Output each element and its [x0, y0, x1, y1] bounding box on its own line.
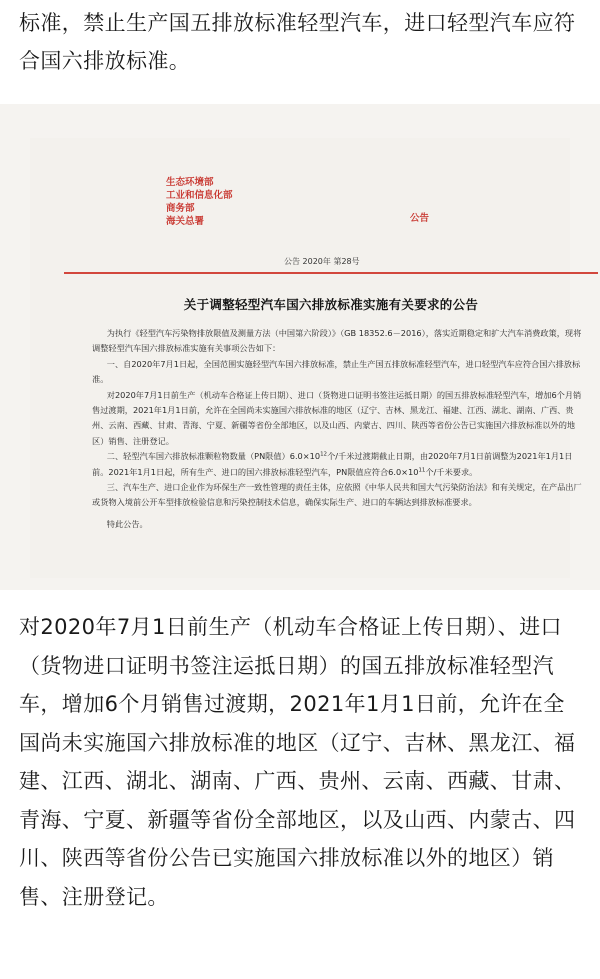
notice-number: 公告 2020年 第28号 — [284, 257, 360, 266]
exponent: 12 — [320, 451, 328, 458]
notice-closing: 特此公告。 — [106, 518, 148, 529]
notice-paragraph: 三、汽车生产、进口企业作为环保生产一致性管理的责任主体，应依照《中华人民共和国大气污染防治法》和有关规定，在产品出厂或货物入境前公开车型排放检验信息和污染控制技术信息，确保实际生产、进口的车辆达到排放标准要求。 — [92, 482, 582, 508]
red-divider — [64, 272, 598, 274]
issuer-name: 工业和信息化部 — [166, 190, 233, 201]
pn-limit-text: 个/千米过渡期截止日期，由2020年7月1日前调整为2021年1月1日前。2021年1月1日起，所有生产、进口的国六排放标准轻型汽车，PN限值应符合6.0×10 — [92, 451, 573, 477]
issuer-list — [166, 176, 233, 228]
issuer-name: 生态环境部 — [166, 177, 214, 188]
notice-title: 关于调整轻型汽车国六排放标准实施有关要求的公告 — [183, 297, 479, 312]
pn-limit-text: 个/千米要求。 — [425, 466, 478, 477]
exponent: 11 — [418, 466, 426, 473]
notice-body — [92, 326, 582, 532]
notice-photo — [0, 104, 600, 590]
notice-paragraph: 为执行《轻型汽车污染物排放限值及测量方法（中国第六阶段）》（GB 18352.6－2016），落实近期稳定和扩大汽车消费政策，现将调整轻型汽车国六排放标准实施有关事项公告如下： — [92, 328, 582, 354]
notice-document — [30, 138, 582, 578]
notice-paragraph: 对2020年7月1日前生产（机动车合格证上传日期）、进口（货物进口证明书签注运抵日期）的国五排放标准轻型汽车，增加6个月销售过渡期，2021年1月1日前，允许在全国尚未实施国六排放标准的地区（辽宁、吉林、黑龙江、福建、江西、湖北、湖南、广西、贵州、云南、西藏、甘肃、青海、宁夏、新疆等省份全部地区，以及山西、内蒙古、四川、陕西等省份公告已实施国六排放标准以外的地区）销售、注册登记。 — [92, 389, 582, 446]
notice-paragraph: 一、自2020年7月1日起，全国范围实施轻型汽车国六排放标准，禁止生产国五排放标准轻型汽车，进口轻型汽车应符合国六排放标准。 — [92, 358, 581, 385]
article-body-text: 对2020年7月1日前生产（机动车合格证上传日期）、进口（货物进口证明书签注运抵日期）的国五排放标准轻型汽车，增加6个月销售过渡期，2021年1月1日前，允许在全国尚未实施国六排放标准的地区（辽宁、吉林、黑龙江、福建、江西、湖北、湖南、广西、贵州、云南、西藏、甘肃、青海、宁夏、新疆等省份全部地区，以及山西、内蒙古、四川、陕西等省份公告已实施国六排放标准以外的地区）销售、注册登记。 — [19, 615, 576, 909]
article-intro-text: 标准，禁止生产国五排放标准轻型汽车，进口轻型汽车应符合国六排放标准。 — [19, 11, 576, 73]
pn-limit-text: 二、轻型汽车国六排放标准颗粒物数量（PN限值）6.0×10 — [106, 451, 321, 462]
notice-type-label: 公告 — [410, 213, 430, 224]
notice-paragraph — [92, 449, 582, 480]
issuer-name: 海关总署 — [166, 216, 205, 227]
issuer-name: 商务部 — [166, 203, 195, 214]
